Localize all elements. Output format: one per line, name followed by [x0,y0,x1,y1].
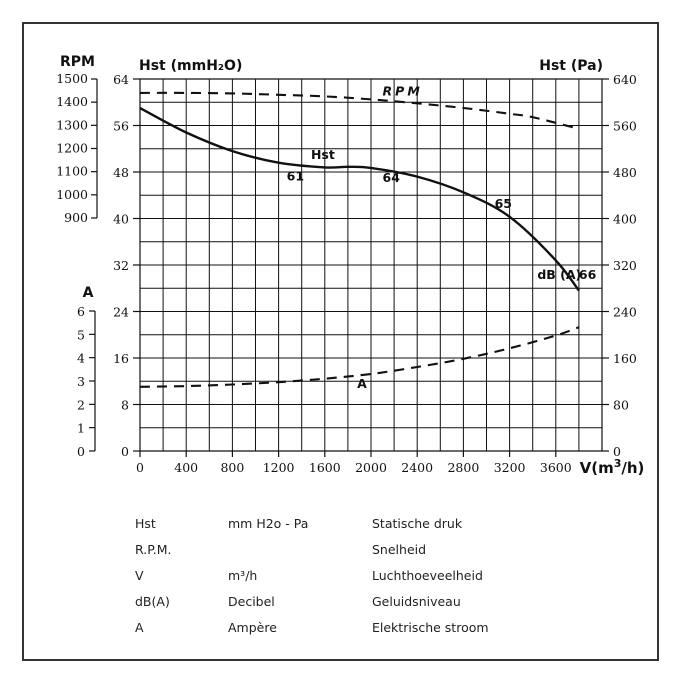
hst-mm-tick-label: 8 [121,397,129,413]
legend-row [135,594,555,620]
rpm-tick-label: 1400 [56,94,88,110]
legend-symbol: A [135,620,144,635]
x-tick-label: 400 [174,460,199,475]
hst-mm-tick-label: 40 [113,211,129,227]
legend-symbol: Hst [135,516,156,531]
current-tick-label: 4 [77,350,85,366]
hst-mm-tick-label: 16 [113,351,129,366]
legend-row [135,568,555,594]
hst-pa-tick-label: 400 [613,211,637,227]
hst-mm-tick-label: 48 [113,165,129,180]
legend-description: Statische druk [372,516,463,531]
hst-mm-tick-label: 0 [121,444,129,459]
hst-pa-tick-label: 320 [613,258,637,273]
current-tick-label: 0 [77,444,85,459]
rpm-tick-label: 1300 [56,117,88,133]
rpm-curve [140,93,579,129]
current-tick-label: 2 [77,397,85,413]
legend-description: Luchthoeveelheid [372,568,483,583]
hst-pa-axis-title: Hst (Pa) [539,58,603,74]
hst-pa-tick-label: 80 [613,397,629,413]
x-axis-title-superscript: 3 [613,457,622,470]
hst-pa-tick-label: 480 [613,165,637,180]
legend-row [135,516,555,542]
legend-unit: Decibel [228,594,275,609]
x-axis-title: $V(m^3/h)$ [579,457,645,477]
legend-description: Geluidsniveau [372,594,461,609]
rpm-tick-label: 1000 [56,186,88,202]
annotation-66: 66 [578,266,597,282]
hst-mm-tick-label: 24 [113,304,129,320]
hst-pa-tick-label: 240 [613,304,637,320]
rpm-tick-label: 1200 [56,140,88,156]
annotation-61: 61 [286,168,305,184]
x-tick-label: 2400 [401,460,434,475]
legend-description: Snelheid [372,542,427,557]
rpm-axis-title: RPM [60,54,95,70]
x-tick-label: 2800 [447,460,480,475]
hst-pa-tick-label: 160 [613,351,637,366]
x-tick-label: 3600 [539,460,572,475]
current-tick-label: 5 [77,327,85,343]
annotation-64: 64 [382,169,400,185]
hst-mm-tick-label: 56 [113,118,129,134]
legend-unit: Ampère [228,620,277,635]
hst-pa-tick-label: 640 [613,72,637,87]
current-tick-label: 1 [77,420,85,436]
hst-curve [140,108,582,291]
legend-table [135,516,555,646]
current-tick-label: 3 [77,374,85,389]
hst-mm-tick-label: 64 [113,72,129,87]
x-tick-label: 1600 [308,460,341,475]
legend-unit: mm H2o - Pa [228,516,309,531]
legend-symbol: V [135,568,144,583]
legend-row [135,542,555,568]
legend-symbol: R.P.M. [135,542,172,557]
hst-pa-tick-label: 0 [613,444,621,459]
x-tick-label: 1200 [262,460,295,475]
x-tick-label: 2000 [355,460,387,475]
annotation-a: A [357,376,367,392]
hst-pa-tick-label: 560 [613,118,637,134]
hst-mm-tick-label: 32 [113,258,129,273]
rpm-tick-label: 900 [64,210,88,225]
annotation-hst: Hst [310,147,335,163]
legend-unit: m³/h [228,568,258,583]
hst-mm-axis-title: Hst (mmH₂O) [139,58,243,74]
x-tick-label: 0 [136,460,144,475]
rpm-tick-label: 1500 [56,71,88,86]
x-tick-label: 800 [220,460,245,475]
rpm-tick-label: 1100 [56,163,88,179]
annotation-65: 65 [494,196,512,212]
annotation-db-a: dB (A) [537,266,582,282]
annotation-rpm: RPM [382,83,423,99]
legend-description: Elektrische stroom [372,620,489,635]
legend-row [135,620,555,646]
x-axis-title-rest: /h) [621,459,645,477]
current-axis-title: A [82,285,94,301]
current-tick-label: 6 [77,304,85,319]
legend-symbol: dB(A) [135,594,170,609]
x-tick-label: 3200 [493,460,526,475]
